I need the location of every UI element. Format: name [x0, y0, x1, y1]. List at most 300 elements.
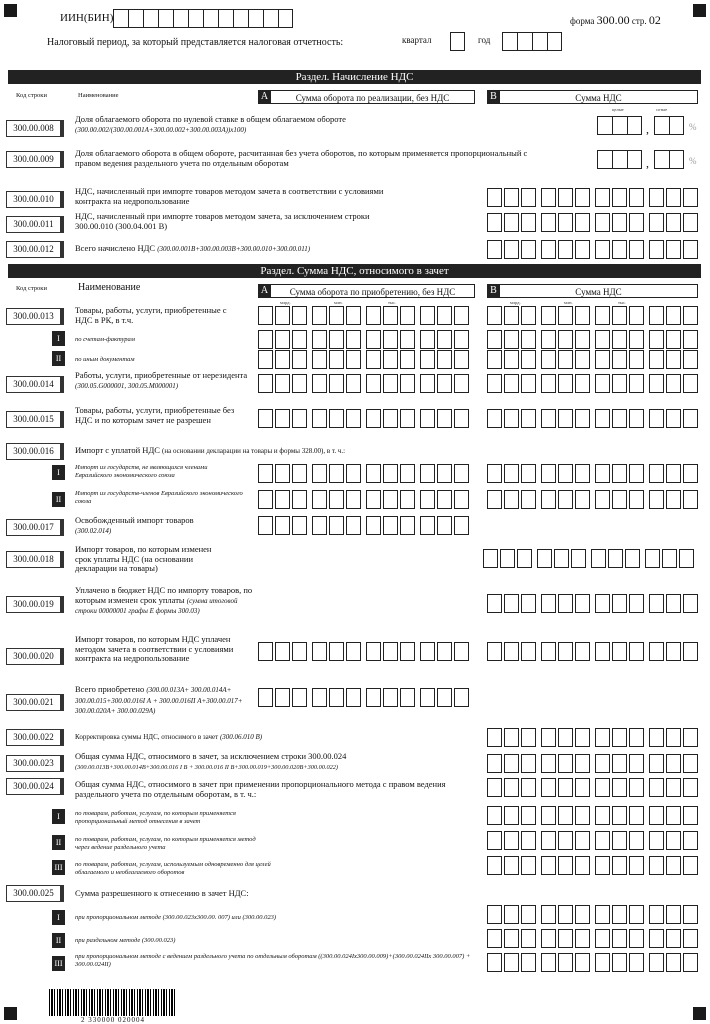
digit-cell[interactable]	[629, 778, 644, 797]
digit-cell[interactable]	[649, 213, 664, 232]
digit-cell[interactable]	[629, 754, 644, 773]
digit-cell[interactable]	[629, 953, 644, 972]
row-018-b-field[interactable]	[483, 549, 699, 568]
digit-cell[interactable]	[312, 642, 327, 661]
digit-cell[interactable]	[666, 306, 681, 325]
digit-cell[interactable]	[649, 929, 664, 948]
digit-cell[interactable]	[612, 240, 627, 259]
row-014-a-field[interactable]	[258, 374, 474, 393]
digit-cell[interactable]	[454, 490, 469, 509]
digit-cell[interactable]	[258, 350, 273, 369]
digit-cell[interactable]	[597, 116, 612, 135]
row-024-III-b-field[interactable]	[487, 856, 703, 875]
digit-cell[interactable]	[329, 374, 344, 393]
digit-cell[interactable]	[487, 953, 502, 972]
digit-cell[interactable]	[649, 306, 664, 325]
digit-cell[interactable]	[629, 490, 644, 509]
digit-cell[interactable]	[595, 905, 610, 924]
digit-cell[interactable]	[629, 806, 644, 825]
digit-cell[interactable]	[487, 464, 502, 483]
digit-cell[interactable]	[595, 330, 610, 349]
digit-cell[interactable]	[521, 188, 536, 207]
digit-cell[interactable]	[275, 464, 290, 483]
digit-cell[interactable]	[504, 409, 519, 428]
digit-cell[interactable]	[292, 688, 307, 707]
row-020-a-field[interactable]	[258, 642, 474, 661]
digit-cell[interactable]	[487, 374, 502, 393]
digit-cell[interactable]	[683, 831, 698, 850]
share-taxable-hundredths[interactable]	[654, 150, 684, 169]
digit-cell[interactable]	[275, 350, 290, 369]
digit-cell[interactable]	[575, 754, 590, 773]
digit-cell[interactable]	[541, 953, 556, 972]
digit-cell[interactable]	[521, 374, 536, 393]
digit-cell[interactable]	[612, 953, 627, 972]
digit-cell[interactable]	[420, 490, 435, 509]
digit-cell[interactable]	[595, 831, 610, 850]
digit-cell[interactable]	[612, 929, 627, 948]
digit-cell[interactable]	[400, 516, 415, 535]
digit-cell[interactable]	[454, 409, 469, 428]
digit-cell[interactable]	[312, 350, 327, 369]
digit-cell[interactable]	[558, 409, 573, 428]
digit-cell[interactable]	[666, 856, 681, 875]
digit-cell[interactable]	[575, 953, 590, 972]
digit-cell[interactable]	[541, 188, 556, 207]
row-012-b-field[interactable]	[487, 240, 703, 259]
digit-cell[interactable]	[258, 516, 273, 535]
digit-cell[interactable]	[649, 374, 664, 393]
digit-cell[interactable]	[292, 490, 307, 509]
digit-cell[interactable]	[666, 929, 681, 948]
row-013-b-field[interactable]	[487, 306, 703, 325]
digit-cell[interactable]	[329, 516, 344, 535]
digit-cell[interactable]	[575, 306, 590, 325]
digit-cell[interactable]	[366, 642, 381, 661]
digit-cell[interactable]	[366, 464, 381, 483]
digit-cell[interactable]	[558, 728, 573, 747]
digit-cell[interactable]	[366, 306, 381, 325]
digit-cell[interactable]	[504, 240, 519, 259]
digit-cell[interactable]	[595, 953, 610, 972]
digit-cell[interactable]	[575, 409, 590, 428]
digit-cell[interactable]	[437, 306, 452, 325]
digit-cell[interactable]	[128, 9, 143, 28]
digit-cell[interactable]	[487, 642, 502, 661]
digit-cell[interactable]	[612, 856, 627, 875]
digit-cell[interactable]	[558, 213, 573, 232]
digit-cell[interactable]	[649, 240, 664, 259]
digit-cell[interactable]	[487, 856, 502, 875]
digit-cell[interactable]	[346, 330, 361, 349]
digit-cell[interactable]	[346, 350, 361, 369]
digit-cell[interactable]	[521, 806, 536, 825]
digit-cell[interactable]	[558, 306, 573, 325]
digit-cell[interactable]	[521, 642, 536, 661]
digit-cell[interactable]	[629, 409, 644, 428]
digit-cell[interactable]	[683, 856, 698, 875]
digit-cell[interactable]	[400, 490, 415, 509]
row-025-I-b-field[interactable]	[487, 905, 703, 924]
digit-cell[interactable]	[383, 464, 398, 483]
digit-cell[interactable]	[504, 929, 519, 948]
digit-cell[interactable]	[571, 549, 586, 568]
digit-cell[interactable]	[400, 688, 415, 707]
digit-cell[interactable]	[383, 350, 398, 369]
digit-cell[interactable]	[346, 490, 361, 509]
digit-cell[interactable]	[487, 594, 502, 613]
digit-cell[interactable]	[558, 905, 573, 924]
digit-cell[interactable]	[521, 350, 536, 369]
digit-cell[interactable]	[683, 188, 698, 207]
digit-cell[interactable]	[521, 240, 536, 259]
digit-cell[interactable]	[188, 9, 203, 28]
digit-cell[interactable]	[683, 953, 698, 972]
digit-cell[interactable]	[487, 240, 502, 259]
row-013-II-a-field[interactable]	[258, 350, 474, 369]
digit-cell[interactable]	[521, 409, 536, 428]
digit-cell[interactable]	[683, 213, 698, 232]
digit-cell[interactable]	[517, 32, 532, 51]
digit-cell[interactable]	[649, 778, 664, 797]
digit-cell[interactable]	[420, 350, 435, 369]
digit-cell[interactable]	[575, 490, 590, 509]
digit-cell[interactable]	[517, 549, 532, 568]
digit-cell[interactable]	[258, 642, 273, 661]
digit-cell[interactable]	[248, 9, 263, 28]
digit-cell[interactable]	[504, 642, 519, 661]
share-zero-rate-hundredths[interactable]	[654, 116, 684, 135]
digit-cell[interactable]	[504, 350, 519, 369]
digit-cell[interactable]	[521, 905, 536, 924]
digit-cell[interactable]	[591, 549, 606, 568]
digit-cell[interactable]	[521, 856, 536, 875]
row-017-a-field[interactable]	[258, 516, 474, 535]
digit-cell[interactable]	[487, 490, 502, 509]
digit-cell[interactable]	[541, 594, 556, 613]
digit-cell[interactable]	[521, 594, 536, 613]
digit-cell[interactable]	[504, 490, 519, 509]
digit-cell[interactable]	[329, 330, 344, 349]
digit-cell[interactable]	[595, 409, 610, 428]
digit-cell[interactable]	[437, 490, 452, 509]
digit-cell[interactable]	[558, 929, 573, 948]
digit-cell[interactable]	[541, 728, 556, 747]
digit-cell[interactable]	[541, 490, 556, 509]
digit-cell[interactable]	[420, 464, 435, 483]
digit-cell[interactable]	[366, 490, 381, 509]
digit-cell[interactable]	[329, 306, 344, 325]
digit-cell[interactable]	[383, 306, 398, 325]
digit-cell[interactable]	[666, 754, 681, 773]
digit-cell[interactable]	[521, 831, 536, 850]
digit-cell[interactable]	[383, 516, 398, 535]
share-taxable-whole[interactable]	[597, 150, 642, 169]
digit-cell[interactable]	[450, 32, 465, 51]
digit-cell[interactable]	[258, 306, 273, 325]
digit-cell[interactable]	[666, 642, 681, 661]
digit-cell[interactable]	[558, 953, 573, 972]
digit-cell[interactable]	[437, 642, 452, 661]
iin-field[interactable]	[113, 9, 293, 28]
digit-cell[interactable]	[346, 642, 361, 661]
digit-cell[interactable]	[312, 374, 327, 393]
digit-cell[interactable]	[612, 490, 627, 509]
digit-cell[interactable]	[312, 516, 327, 535]
digit-cell[interactable]	[666, 409, 681, 428]
digit-cell[interactable]	[541, 306, 556, 325]
digit-cell[interactable]	[649, 754, 664, 773]
digit-cell[interactable]	[666, 831, 681, 850]
digit-cell[interactable]	[649, 594, 664, 613]
digit-cell[interactable]	[683, 728, 698, 747]
digit-cell[interactable]	[683, 778, 698, 797]
digit-cell[interactable]	[541, 754, 556, 773]
digit-cell[interactable]	[275, 306, 290, 325]
digit-cell[interactable]	[329, 464, 344, 483]
digit-cell[interactable]	[649, 188, 664, 207]
digit-cell[interactable]	[629, 831, 644, 850]
digit-cell[interactable]	[612, 350, 627, 369]
digit-cell[interactable]	[346, 516, 361, 535]
digit-cell[interactable]	[292, 409, 307, 428]
digit-cell[interactable]	[400, 330, 415, 349]
digit-cell[interactable]	[158, 9, 173, 28]
digit-cell[interactable]	[383, 374, 398, 393]
digit-cell[interactable]	[666, 213, 681, 232]
digit-cell[interactable]	[420, 642, 435, 661]
digit-cell[interactable]	[595, 778, 610, 797]
digit-cell[interactable]	[666, 374, 681, 393]
digit-cell[interactable]	[558, 806, 573, 825]
digit-cell[interactable]	[629, 188, 644, 207]
digit-cell[interactable]	[258, 330, 273, 349]
digit-cell[interactable]	[612, 213, 627, 232]
digit-cell[interactable]	[595, 754, 610, 773]
digit-cell[interactable]	[278, 9, 293, 28]
digit-cell[interactable]	[275, 374, 290, 393]
digit-cell[interactable]	[258, 374, 273, 393]
digit-cell[interactable]	[645, 549, 660, 568]
digit-cell[interactable]	[292, 330, 307, 349]
digit-cell[interactable]	[575, 806, 590, 825]
row-025-II-b-field[interactable]	[487, 929, 703, 948]
digit-cell[interactable]	[683, 905, 698, 924]
digit-cell[interactable]	[612, 306, 627, 325]
row-013-a-field[interactable]	[258, 306, 474, 325]
digit-cell[interactable]	[666, 905, 681, 924]
digit-cell[interactable]	[312, 330, 327, 349]
digit-cell[interactable]	[504, 806, 519, 825]
row-013-II-b-field[interactable]	[487, 350, 703, 369]
digit-cell[interactable]	[612, 374, 627, 393]
digit-cell[interactable]	[595, 464, 610, 483]
digit-cell[interactable]	[275, 516, 290, 535]
digit-cell[interactable]	[575, 905, 590, 924]
digit-cell[interactable]	[346, 688, 361, 707]
row-013-I-a-field[interactable]	[258, 330, 474, 349]
digit-cell[interactable]	[487, 728, 502, 747]
digit-cell[interactable]	[649, 806, 664, 825]
digit-cell[interactable]	[504, 330, 519, 349]
row-016-I-a-field[interactable]	[258, 464, 474, 483]
digit-cell[interactable]	[454, 688, 469, 707]
digit-cell[interactable]	[683, 490, 698, 509]
digit-cell[interactable]	[595, 213, 610, 232]
digit-cell[interactable]	[558, 464, 573, 483]
digit-cell[interactable]	[329, 490, 344, 509]
digit-cell[interactable]	[558, 350, 573, 369]
digit-cell[interactable]	[292, 464, 307, 483]
digit-cell[interactable]	[258, 464, 273, 483]
digit-cell[interactable]	[504, 778, 519, 797]
digit-cell[interactable]	[558, 490, 573, 509]
year-field[interactable]	[502, 32, 562, 51]
digit-cell[interactable]	[292, 642, 307, 661]
digit-cell[interactable]	[558, 240, 573, 259]
row-014-b-field[interactable]	[487, 374, 703, 393]
digit-cell[interactable]	[629, 594, 644, 613]
digit-cell[interactable]	[629, 464, 644, 483]
digit-cell[interactable]	[487, 929, 502, 948]
digit-cell[interactable]	[292, 306, 307, 325]
digit-cell[interactable]	[595, 240, 610, 259]
digit-cell[interactable]	[608, 549, 623, 568]
digit-cell[interactable]	[595, 374, 610, 393]
digit-cell[interactable]	[575, 642, 590, 661]
row-010-b-field[interactable]	[487, 188, 703, 207]
digit-cell[interactable]	[454, 642, 469, 661]
digit-cell[interactable]	[629, 240, 644, 259]
digit-cell[interactable]	[521, 953, 536, 972]
row-016-I-b-field[interactable]	[487, 464, 703, 483]
digit-cell[interactable]	[541, 330, 556, 349]
digit-cell[interactable]	[258, 490, 273, 509]
digit-cell[interactable]	[487, 831, 502, 850]
digit-cell[interactable]	[521, 330, 536, 349]
digit-cell[interactable]	[504, 188, 519, 207]
digit-cell[interactable]	[649, 856, 664, 875]
digit-cell[interactable]	[666, 953, 681, 972]
digit-cell[interactable]	[537, 549, 552, 568]
digit-cell[interactable]	[420, 516, 435, 535]
digit-cell[interactable]	[366, 330, 381, 349]
row-016-II-a-field[interactable]	[258, 490, 474, 509]
digit-cell[interactable]	[612, 778, 627, 797]
digit-cell[interactable]	[649, 728, 664, 747]
digit-cell[interactable]	[683, 642, 698, 661]
digit-cell[interactable]	[437, 374, 452, 393]
digit-cell[interactable]	[612, 150, 627, 169]
digit-cell[interactable]	[627, 150, 642, 169]
digit-cell[interactable]	[666, 188, 681, 207]
digit-cell[interactable]	[575, 929, 590, 948]
digit-cell[interactable]	[612, 905, 627, 924]
digit-cell[interactable]	[263, 9, 278, 28]
digit-cell[interactable]	[292, 374, 307, 393]
digit-cell[interactable]	[437, 350, 452, 369]
row-024-b-field[interactable]	[487, 778, 703, 797]
digit-cell[interactable]	[521, 754, 536, 773]
digit-cell[interactable]	[629, 330, 644, 349]
digit-cell[interactable]	[666, 806, 681, 825]
digit-cell[interactable]	[521, 306, 536, 325]
digit-cell[interactable]	[329, 409, 344, 428]
digit-cell[interactable]	[595, 728, 610, 747]
digit-cell[interactable]	[666, 490, 681, 509]
digit-cell[interactable]	[487, 778, 502, 797]
digit-cell[interactable]	[312, 490, 327, 509]
digit-cell[interactable]	[662, 549, 677, 568]
digit-cell[interactable]	[383, 688, 398, 707]
digit-cell[interactable]	[487, 350, 502, 369]
digit-cell[interactable]	[383, 490, 398, 509]
digit-cell[interactable]	[649, 490, 664, 509]
digit-cell[interactable]	[521, 778, 536, 797]
digit-cell[interactable]	[654, 150, 669, 169]
digit-cell[interactable]	[629, 374, 644, 393]
digit-cell[interactable]	[595, 350, 610, 369]
digit-cell[interactable]	[612, 594, 627, 613]
digit-cell[interactable]	[558, 374, 573, 393]
digit-cell[interactable]	[595, 594, 610, 613]
digit-cell[interactable]	[521, 213, 536, 232]
digit-cell[interactable]	[683, 594, 698, 613]
digit-cell[interactable]	[575, 778, 590, 797]
digit-cell[interactable]	[679, 549, 694, 568]
digit-cell[interactable]	[612, 728, 627, 747]
digit-cell[interactable]	[558, 856, 573, 875]
digit-cell[interactable]	[612, 754, 627, 773]
digit-cell[interactable]	[612, 330, 627, 349]
digit-cell[interactable]	[541, 642, 556, 661]
digit-cell[interactable]	[383, 642, 398, 661]
digit-cell[interactable]	[504, 856, 519, 875]
digit-cell[interactable]	[575, 188, 590, 207]
digit-cell[interactable]	[487, 754, 502, 773]
digit-cell[interactable]	[575, 831, 590, 850]
digit-cell[interactable]	[487, 409, 502, 428]
digit-cell[interactable]	[612, 642, 627, 661]
digit-cell[interactable]	[612, 464, 627, 483]
digit-cell[interactable]	[683, 350, 698, 369]
digit-cell[interactable]	[504, 754, 519, 773]
digit-cell[interactable]	[666, 464, 681, 483]
digit-cell[interactable]	[666, 240, 681, 259]
digit-cell[interactable]	[683, 929, 698, 948]
row-016-II-b-field[interactable]	[487, 490, 703, 509]
digit-cell[interactable]	[483, 549, 498, 568]
row-011-b-field[interactable]	[487, 213, 703, 232]
digit-cell[interactable]	[575, 240, 590, 259]
digit-cell[interactable]	[629, 929, 644, 948]
digit-cell[interactable]	[666, 594, 681, 613]
digit-cell[interactable]	[575, 330, 590, 349]
digit-cell[interactable]	[683, 240, 698, 259]
digit-cell[interactable]	[558, 594, 573, 613]
digit-cell[interactable]	[597, 150, 612, 169]
digit-cell[interactable]	[649, 953, 664, 972]
digit-cell[interactable]	[683, 374, 698, 393]
row-019-b-field[interactable]	[487, 594, 703, 613]
digit-cell[interactable]	[504, 306, 519, 325]
digit-cell[interactable]	[547, 32, 562, 51]
digit-cell[interactable]	[420, 409, 435, 428]
row-013-I-b-field[interactable]	[487, 330, 703, 349]
digit-cell[interactable]	[487, 306, 502, 325]
digit-cell[interactable]	[558, 642, 573, 661]
digit-cell[interactable]	[329, 642, 344, 661]
